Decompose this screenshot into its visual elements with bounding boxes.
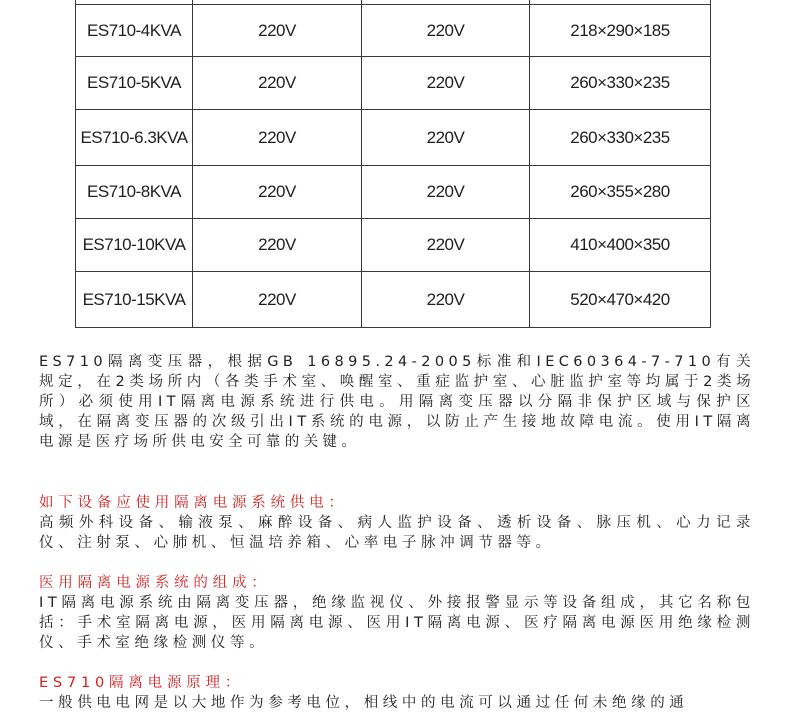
model-cell: ES710-6.3KVA xyxy=(76,110,193,166)
model-cell: ES710-5KVA xyxy=(76,57,193,110)
section-body-equipment: 高频外科设备、输液泵、麻醉设备、病人监护设备、透析设备、脉压机、心力记录仪、注射泵、心肺机、恒温培养箱、心率电子脉冲调节器等。 xyxy=(39,515,755,551)
dimensions-cell: 410×400×350 xyxy=(530,219,711,272)
table-row xyxy=(76,219,711,272)
section-heading-equipment: 如下设备应使用隔离电源系统供电： xyxy=(39,495,348,511)
output-voltage-cell: 220V xyxy=(362,219,530,272)
output-voltage-cell: 220V xyxy=(362,5,530,57)
table-row xyxy=(76,166,711,219)
table-row xyxy=(76,5,711,57)
output-voltage-cell: 220V xyxy=(362,57,530,110)
model-cell: ES710-10KVA xyxy=(76,219,193,272)
table-row xyxy=(76,110,711,166)
input-voltage-cell: 220V xyxy=(193,219,362,272)
dimensions-cell: 260×355×280 xyxy=(530,166,711,219)
section-heading-composition: 医用隔离电源系统的组成： xyxy=(39,575,271,591)
dimensions-cell: 260×330×235 xyxy=(530,110,711,166)
input-voltage-cell: 220V xyxy=(193,166,362,219)
table-row xyxy=(76,272,711,328)
section-body-principle: 一般供电电网是以大地作为参考电位，相线中的电流可以通过任何未绝缘的通 xyxy=(39,695,689,711)
output-voltage-cell: 220V xyxy=(362,272,530,328)
section-body-composition: IT隔离电源系统由隔离变压器，绝缘监视仪、外接报警显示等设备组成，其它名称包括：手术室隔离电源，医用隔离电源、医用IT隔离电源、医疗隔离电源医用绝缘检测仪、手术室绝缘检测仪等。 xyxy=(39,595,755,651)
input-voltage-cell: 220V xyxy=(193,5,362,57)
dimensions-cell: 260×330×235 xyxy=(530,57,711,110)
dimensions-cell: 218×290×185 xyxy=(530,5,711,57)
output-voltage-cell: 220V xyxy=(362,166,530,219)
dimensions-cell: 520×470×420 xyxy=(530,272,711,328)
table-row xyxy=(76,57,711,110)
model-cell: ES710-4KVA xyxy=(76,5,193,57)
input-voltage-cell: 220V xyxy=(193,110,362,166)
model-cell: ES710-8KVA xyxy=(76,166,193,219)
spec-table xyxy=(75,0,711,328)
intro-paragraph: ES710隔离变压器，根据GB 16895.24-2005标准和IEC60364-7-710有关规定，在2类场所内（各类手术室、唤醒室、重症监护室、心脏监护室等均属于2类场所）必须使用IT隔离电源系统进行供电。用隔离变压器以分隔非保护区域与保护区域，在隔离变压器的次级引出IT系统的电源，以防止产生接地故障电流。使用IT隔离电源是医疗场所供电安全可靠的关键。 xyxy=(39,354,755,450)
input-voltage-cell: 220V xyxy=(193,57,362,110)
input-voltage-cell: 220V xyxy=(193,272,362,328)
section-heading-principle: ES710隔离电源原理： xyxy=(39,675,245,691)
model-cell: ES710-15KVA xyxy=(76,272,193,328)
output-voltage-cell: 220V xyxy=(362,110,530,166)
